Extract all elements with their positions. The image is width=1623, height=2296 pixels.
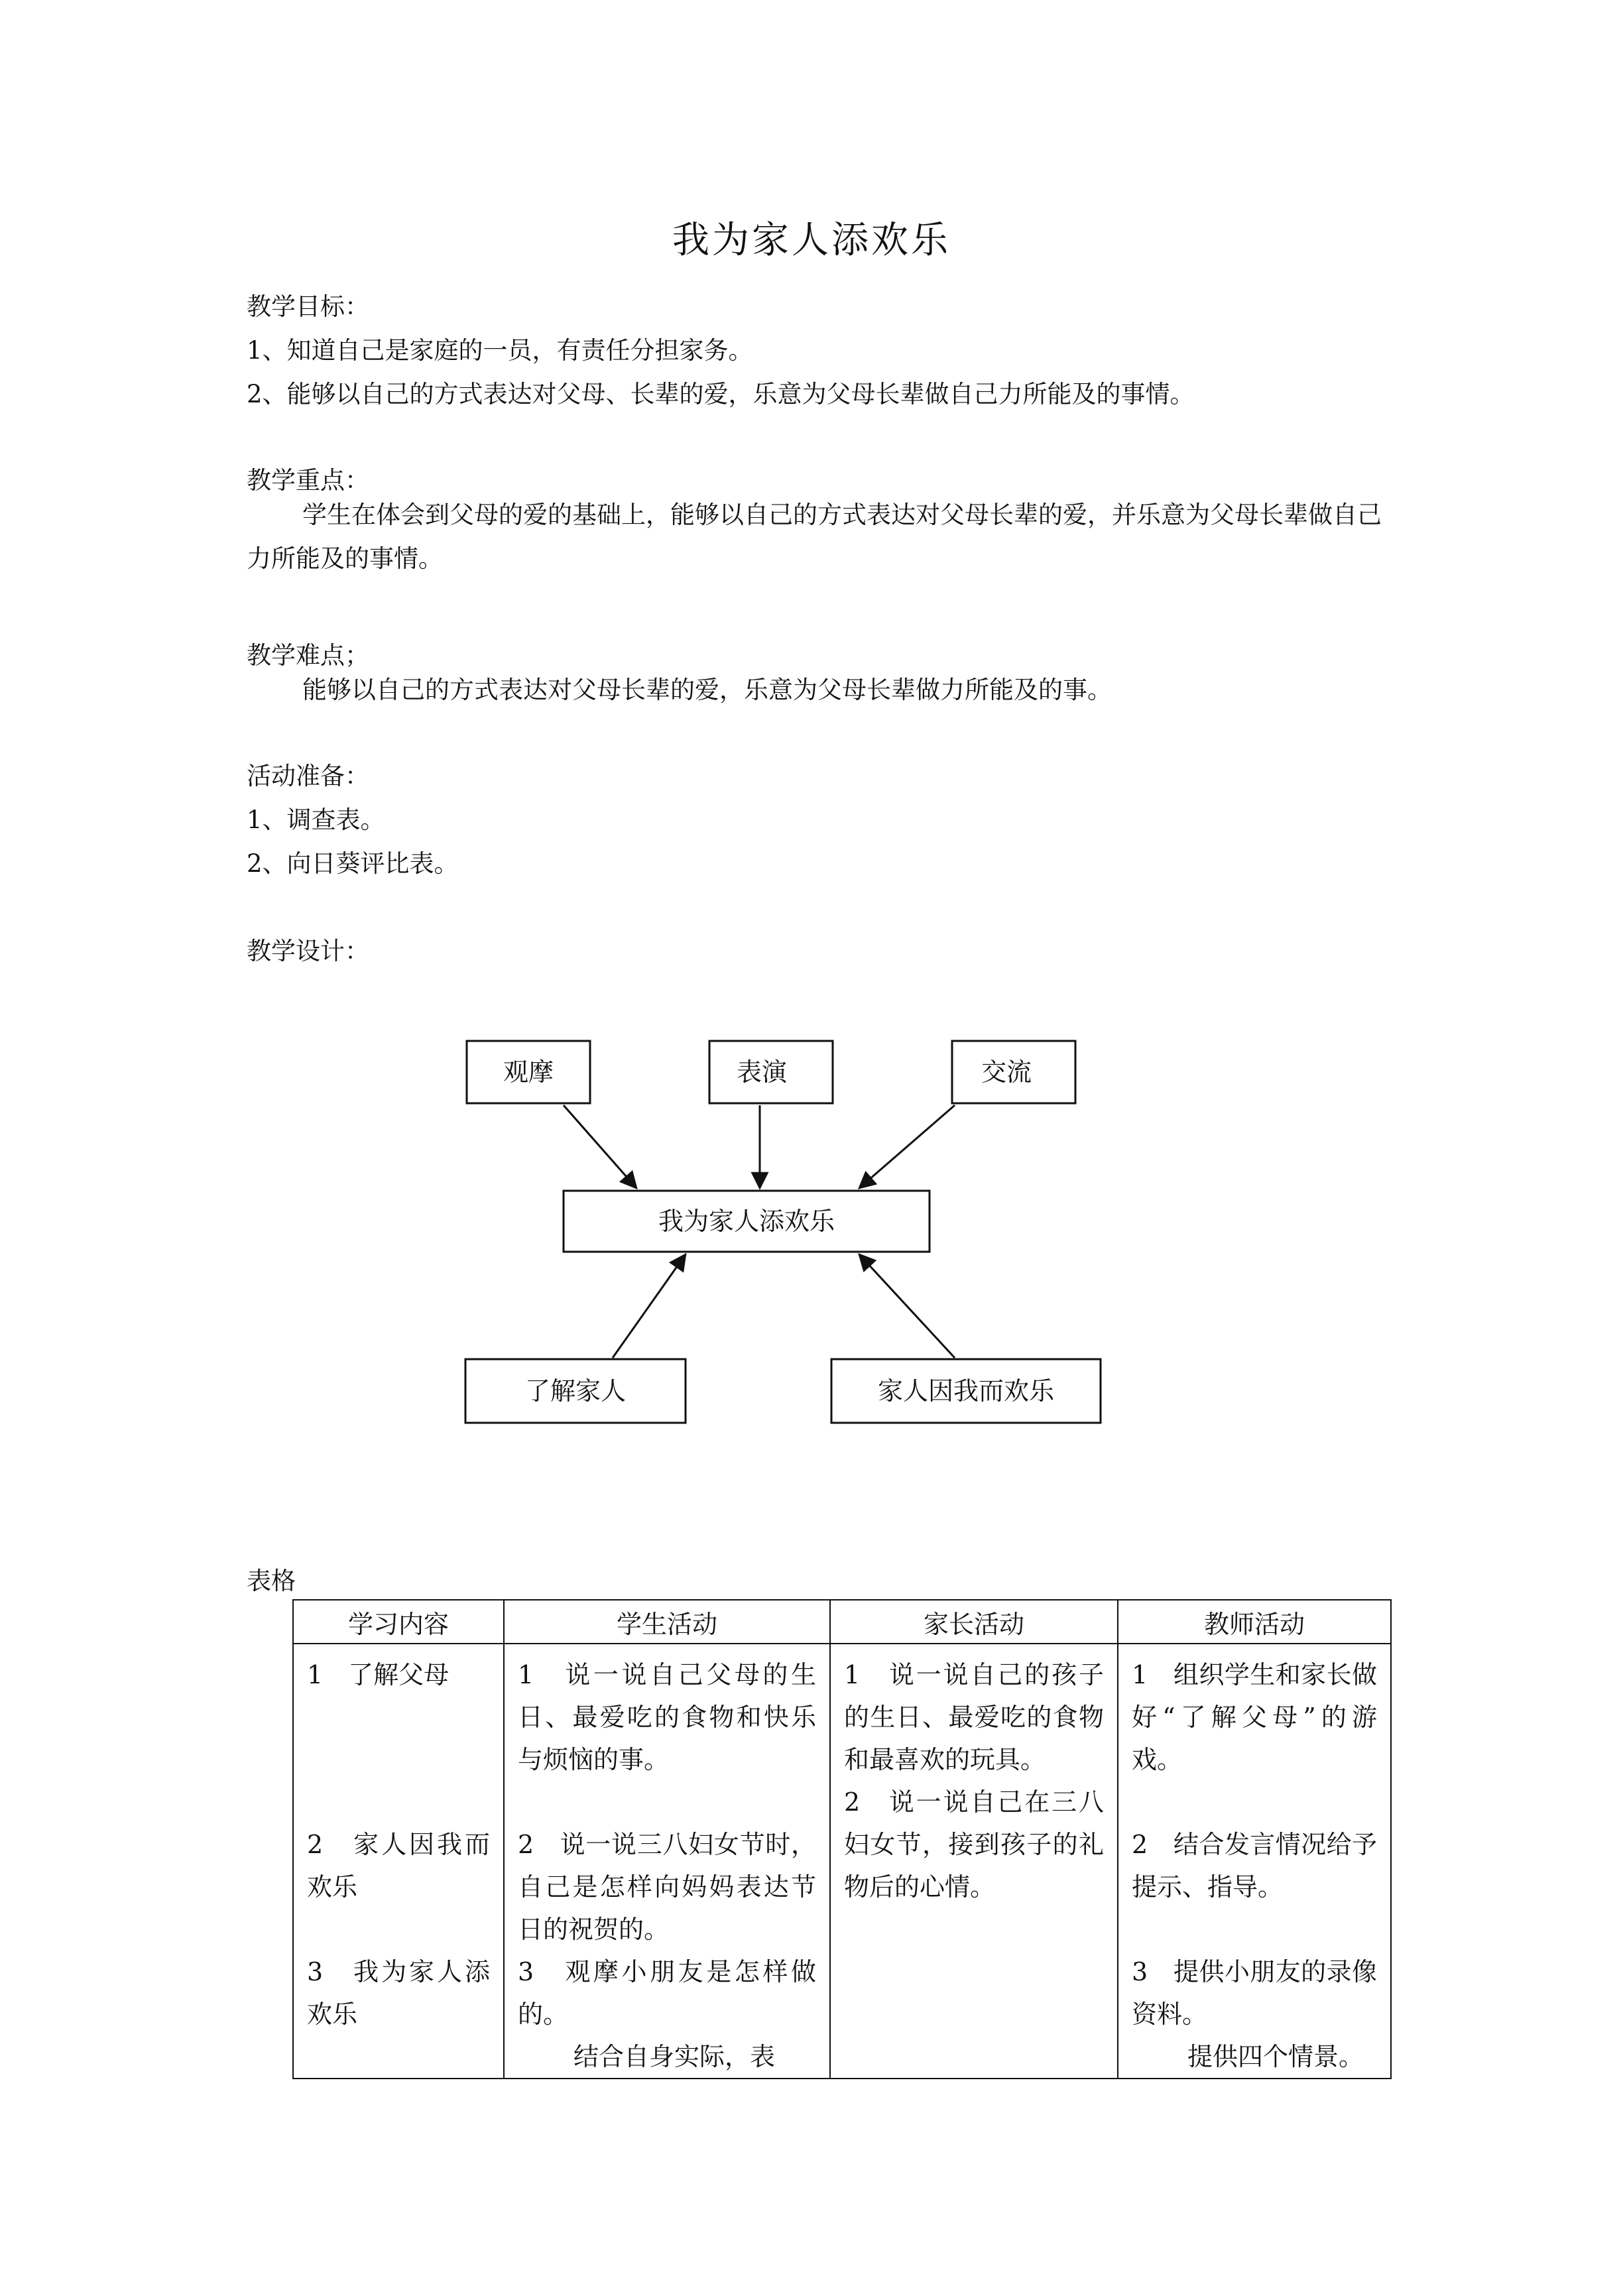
arrow-observe [564,1105,636,1188]
objective-1: 1、知道自己是家庭的一员，有责任分担家务。 [247,336,753,365]
teacher-item-2: 2 结合发言情况给予提示、指导。 [1132,1830,1377,1902]
arrow-family-happy [859,1254,955,1358]
objectives-heading: 教学目标： [247,292,369,321]
parent-item-1: 1 说一说自己的孩子的生日、最爱吃的食物和最喜欢的玩具。 [844,1660,1104,1774]
arrow-communicate [859,1105,955,1188]
student-item-1: 1 说一说自己父母的生日、最爱吃的食物和快乐与烦恼的事。 [518,1660,816,1774]
table-label: 表格 [247,1567,296,1595]
header-teacher: 教师活动 [1118,1600,1391,1644]
student-item-3: 3 观摩小朋友是怎样做的。 [518,1957,816,2029]
page-title: 我为家人添欢乐 [672,219,951,262]
box-communicate-label: 交流 [981,1057,1032,1087]
design-heading: 教学设计： [247,937,369,965]
teacher-item-3: 3 提供小朋友的录像资料。 [1132,1957,1377,2029]
arrow-know-family [613,1254,686,1358]
difficulties-text: 能够以自己的方式表达对父母长辈的爱，乐意为父母长辈做力所能及的事。 [302,676,1112,704]
table-header-row [293,1600,1391,1644]
header-content: 学习内容 [293,1600,504,1644]
box-observe-label: 观摩 [503,1057,554,1087]
difficulties-heading: 教学难点； [247,641,369,670]
preparation-item-2: 2、向日葵评比表。 [247,849,459,878]
preparation-item-1: 1、调查表。 [247,806,385,834]
content-item-1: 1 了解父母 [307,1660,450,1689]
student-item-4: 结合自身实际，表 [573,2042,776,2071]
box-center-label: 我为家人添欢乐 [658,1207,835,1236]
header-student: 学生活动 [504,1600,830,1644]
content-item-3: 3 我为家人添欢乐 [307,1957,490,2029]
parent-item-2: 2 说一说自己在三八妇女节，接到孩子的礼物后的心情。 [844,1787,1104,1902]
cell-content [293,1644,504,2079]
box-family-happy-label: 家人因我而欢乐 [877,1376,1055,1406]
cell-parent [830,1644,1118,2079]
content-item-2: 2 家人因我而欢乐 [307,1830,490,1902]
teacher-item-1: 1 组织学生和家长做好“了解父母”的游戏。 [1132,1660,1377,1774]
student-item-2: 2 说一说三八妇女节时，自己是怎样向妈妈表达节日的祝贺的。 [518,1830,816,1944]
objective-2: 2、能够以自己的方式表达对父母、长辈的爱，乐意为父母长辈做自己力所能及的事情。 [247,380,1195,408]
box-know-family-label: 了解家人 [524,1376,627,1406]
box-perform-label: 表演 [736,1057,788,1087]
preparation-heading: 活动准备： [247,762,369,790]
table-row [293,1644,1391,2079]
key-points-text: 学生在体会到父母的爱的基础上，能够以自己的方式表达对父母长辈的爱，并乐意为父母长辈做自己力所能及的事情。 [247,501,1382,573]
key-points-heading: 教学重点： [247,466,369,495]
cell-teacher [1118,1644,1391,2079]
header-parent: 家长活动 [830,1600,1118,1644]
teacher-item-4: 提供四个情景。 [1187,2042,1364,2071]
lesson-table [292,1599,1392,2079]
cell-student [504,1644,830,2079]
